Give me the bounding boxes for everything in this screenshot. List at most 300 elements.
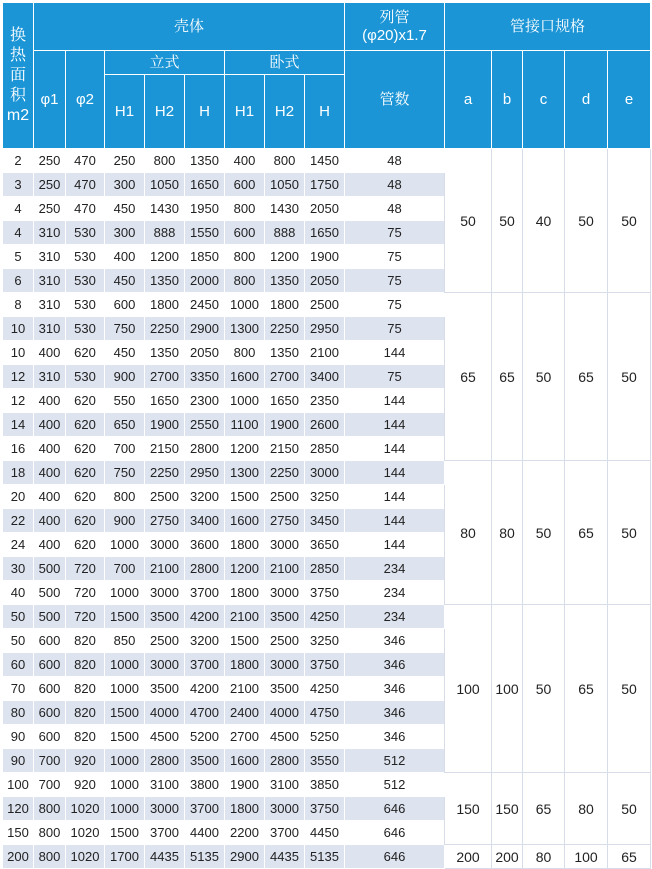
connection-a-cell: 200 [445,845,492,869]
phi2-cell: 620 [66,533,105,557]
vertical-h2-cell: 2500 [145,485,185,509]
vertical-h1-cell: 250 [105,149,145,173]
vertical-h1-cell: 600 [105,293,145,317]
connection-d-cell: 100 [565,845,608,869]
phi2-cell: 620 [66,389,105,413]
connection-e-cell: 65 [608,845,651,869]
vertical-h1-cell: 450 [105,341,145,365]
phi2-cell: 620 [66,509,105,533]
horizontal-h1-cell: 1200 [225,557,265,581]
vertical-h-cell: 2450 [185,293,225,317]
connection-d-cell: 80 [565,773,608,845]
phi2-cell: 720 [66,557,105,581]
horizontal-h-cell: 3850 [305,773,345,797]
header-row-1 [3,3,651,51]
horizontal-h1-cell: 800 [225,197,265,221]
area-cell: 80 [3,701,34,725]
heat-exchanger-spec-table [2,2,651,869]
horizontal-h2-cell: 4500 [265,725,305,749]
horizontal-h1-cell: 1800 [225,653,265,677]
horizontal-h2-cell: 4435 [265,845,305,869]
vertical-h1-cell: 300 [105,221,145,245]
vertical-h-cell: 4200 [185,605,225,629]
tube-group-line-2: (φ20)x1.7 [362,26,427,44]
connection-b-cell: 100 [492,605,523,773]
connection-c-cell: 65 [523,773,565,845]
vertical-h2-cell: 2750 [145,509,185,533]
phi2-cell: 720 [66,605,105,629]
horizontal-h-cell: 3250 [305,629,345,653]
horizontal-h2-cell: 3000 [265,653,305,677]
area-cell: 12 [3,365,34,389]
horizontal-h2-cell: 888 [265,221,305,245]
tube-count-cell: 75 [345,269,445,293]
horizontal-h-cell: 3450 [305,509,345,533]
horizontal-h1-cell: 2100 [225,677,265,701]
horizontal-h1-cell: 1800 [225,581,265,605]
horizontal-h2-cell: 1350 [265,269,305,293]
connection-group-header: 管接口规格 [445,3,651,51]
vertical-h2-cell: 4000 [145,701,185,725]
area-cell: 16 [3,437,34,461]
tube-count-cell: 75 [345,365,445,389]
vertical-h1-header: H1 [105,75,145,149]
table-body [3,149,651,869]
phi1-header: φ1 [34,51,66,149]
phi2-cell: 620 [66,413,105,437]
vertical-h-cell: 2550 [185,413,225,437]
phi2-cell: 530 [66,317,105,341]
horizontal-h1-cell: 1100 [225,413,265,437]
vertical-h2-cell: 2500 [145,629,185,653]
table-row [3,845,651,869]
connection-a-cell: 80 [445,461,492,605]
horizontal-h1-cell: 1000 [225,389,265,413]
vertical-h-cell: 4200 [185,677,225,701]
vertical-h2-cell: 1900 [145,413,185,437]
connection-d-cell: 50 [565,149,608,293]
phi1-cell: 310 [34,245,66,269]
table-row [3,773,651,797]
connection-b-cell: 50 [492,149,523,293]
area-cell: 90 [3,725,34,749]
connection-b-cell: 80 [492,461,523,605]
horizontal-h2-cell: 2800 [265,749,305,773]
connection-c-cell: 50 [523,461,565,605]
vertical-h-cell: 3350 [185,365,225,389]
connection-d-cell: 65 [565,461,608,605]
horizontal-h1-cell: 1200 [225,437,265,461]
vertical-h2-cell: 3000 [145,653,185,677]
phi1-cell: 800 [34,821,66,845]
vertical-h2-cell: 1350 [145,341,185,365]
vertical-h1-cell: 1500 [105,821,145,845]
vertical-h1-cell: 800 [105,485,145,509]
vertical-h-cell: 3200 [185,629,225,653]
phi2-cell: 620 [66,485,105,509]
area-cell: 70 [3,677,34,701]
phi2-cell: 820 [66,629,105,653]
horizontal-h-cell: 4450 [305,821,345,845]
area-cell: 150 [3,821,34,845]
vertical-h-cell: 3500 [185,749,225,773]
vertical-h1-cell: 1700 [105,845,145,869]
horizontal-h2-cell: 2500 [265,485,305,509]
horizontal-h-cell: 3400 [305,365,345,389]
vertical-h2-cell: 2150 [145,437,185,461]
area-cell: 4 [3,197,34,221]
horizontal-h-cell: 2850 [305,437,345,461]
area-cell: 12 [3,389,34,413]
horizontal-h1-cell: 1600 [225,365,265,389]
area-cell: 2 [3,149,34,173]
vertical-h-cell: 3200 [185,485,225,509]
horizontal-h1-header: H1 [225,75,265,149]
horizontal-h-cell: 2850 [305,557,345,581]
phi1-cell: 600 [34,677,66,701]
phi1-cell: 250 [34,197,66,221]
tube-count-cell: 144 [345,461,445,485]
vertical-h-header: H [185,75,225,149]
phi2-cell: 530 [66,269,105,293]
horizontal-h1-cell: 1000 [225,293,265,317]
tube-count-cell: 75 [345,293,445,317]
vertical-h2-header: H2 [145,75,185,149]
vertical-h2-cell: 2100 [145,557,185,581]
horizontal-h2-cell: 1050 [265,173,305,197]
vertical-h2-cell: 1350 [145,269,185,293]
vertical-h-cell: 4400 [185,821,225,845]
phi1-cell: 600 [34,653,66,677]
horizontal-h1-cell: 800 [225,341,265,365]
phi1-cell: 400 [34,533,66,557]
phi1-cell: 400 [34,509,66,533]
phi2-cell: 820 [66,677,105,701]
tube-count-cell: 75 [345,221,445,245]
tube-count-header: 管数 [345,51,445,149]
horizontal-header: 卧式 [225,51,345,75]
phi2-cell: 820 [66,701,105,725]
vertical-h2-cell: 3000 [145,797,185,821]
vertical-h1-cell: 300 [105,173,145,197]
area-cell: 4 [3,221,34,245]
tube-count-cell: 234 [345,581,445,605]
tube-count-cell: 346 [345,725,445,749]
vertical-h1-cell: 1000 [105,677,145,701]
horizontal-h2-cell: 3700 [265,821,305,845]
horizontal-h2-cell: 2750 [265,509,305,533]
tube-count-cell: 144 [345,437,445,461]
phi1-cell: 310 [34,269,66,293]
vertical-h2-cell: 2250 [145,317,185,341]
horizontal-h1-cell: 1900 [225,773,265,797]
horizontal-h2-cell: 3500 [265,677,305,701]
tube-count-cell: 646 [345,821,445,845]
horizontal-h1-cell: 1500 [225,485,265,509]
horizontal-h1-cell: 2100 [225,605,265,629]
tube-count-cell: 75 [345,317,445,341]
phi1-cell: 310 [34,317,66,341]
horizontal-h2-cell: 4000 [265,701,305,725]
horizontal-h-cell: 2050 [305,269,345,293]
table-row [3,293,651,317]
tube-count-cell: 512 [345,773,445,797]
vertical-h-cell: 1850 [185,245,225,269]
horizontal-h1-cell: 1800 [225,533,265,557]
vertical-h-cell: 1550 [185,221,225,245]
vertical-h-cell: 1350 [185,149,225,173]
vertical-h2-cell: 3000 [145,533,185,557]
tube-count-cell: 144 [345,509,445,533]
phi1-cell: 800 [34,845,66,869]
connection-a-cell: 100 [445,605,492,773]
horizontal-h1-cell: 600 [225,221,265,245]
vertical-h1-cell: 450 [105,197,145,221]
connection-b-cell: 200 [492,845,523,869]
phi1-cell: 400 [34,341,66,365]
horizontal-h-cell: 2950 [305,317,345,341]
tube-count-cell: 346 [345,653,445,677]
horizontal-h-cell: 5135 [305,845,345,869]
vertical-h-cell: 4700 [185,701,225,725]
horizontal-h2-cell: 1200 [265,245,305,269]
connection-e-cell: 50 [608,773,651,845]
phi1-cell: 310 [34,221,66,245]
vertical-h2-cell: 888 [145,221,185,245]
vertical-h1-cell: 1500 [105,725,145,749]
shell-header: 壳体 [34,3,345,51]
horizontal-h1-cell: 1800 [225,797,265,821]
phi2-cell: 1020 [66,845,105,869]
area-cell: 10 [3,317,34,341]
connection-c-cell: 50 [523,293,565,461]
vertical-h1-cell: 1000 [105,749,145,773]
horizontal-h2-cell: 2150 [265,437,305,461]
tube-count-cell: 75 [345,245,445,269]
horizontal-h2-cell: 3000 [265,533,305,557]
vertical-h-cell: 5135 [185,845,225,869]
vertical-h2-cell: 800 [145,149,185,173]
connection-a-cell: 50 [445,149,492,293]
phi2-cell: 1020 [66,821,105,845]
vertical-h2-cell: 1050 [145,173,185,197]
vertical-h2-cell: 3700 [145,821,185,845]
horizontal-h2-cell: 1800 [265,293,305,317]
vertical-header: 立式 [105,51,225,75]
area-cell: 20 [3,485,34,509]
connection-d-cell: 65 [565,293,608,461]
vertical-h-cell: 3800 [185,773,225,797]
area-header [3,3,34,149]
horizontal-h2-cell: 2500 [265,629,305,653]
horizontal-h-cell: 2100 [305,341,345,365]
phi2-cell: 620 [66,437,105,461]
vertical-h2-cell: 2250 [145,461,185,485]
connection-c-cell: 40 [523,149,565,293]
connection-c-header: c [523,51,565,149]
connection-c-cell: 80 [523,845,565,869]
horizontal-h1-cell: 1600 [225,509,265,533]
horizontal-h-cell: 5250 [305,725,345,749]
connection-e-cell: 50 [608,149,651,293]
phi2-cell: 920 [66,749,105,773]
area-cell: 24 [3,533,34,557]
horizontal-h1-cell: 1300 [225,317,265,341]
vertical-h-cell: 2300 [185,389,225,413]
area-cell: 50 [3,629,34,653]
phi1-cell: 400 [34,485,66,509]
vertical-h1-cell: 700 [105,557,145,581]
horizontal-h-cell: 3750 [305,581,345,605]
vertical-h2-cell: 1200 [145,245,185,269]
vertical-h-cell: 3700 [185,653,225,677]
tube-count-cell: 346 [345,629,445,653]
horizontal-h-cell: 4750 [305,701,345,725]
vertical-h1-cell: 450 [105,269,145,293]
horizontal-h-cell: 1650 [305,221,345,245]
connection-a-cell: 65 [445,293,492,461]
horizontal-h2-cell: 1900 [265,413,305,437]
area-cell: 200 [3,845,34,869]
connection-e-cell: 50 [608,293,651,461]
tube-count-cell: 48 [345,173,445,197]
vertical-h2-cell: 3000 [145,581,185,605]
vertical-h-cell: 2900 [185,317,225,341]
phi1-cell: 600 [34,701,66,725]
vertical-h-cell: 2000 [185,269,225,293]
phi2-cell: 620 [66,461,105,485]
vertical-h1-cell: 1500 [105,605,145,629]
tube-count-cell: 144 [345,413,445,437]
vertical-h1-cell: 900 [105,509,145,533]
header-row-2 [3,51,651,75]
horizontal-h2-cell: 800 [265,149,305,173]
phi2-cell: 620 [66,341,105,365]
connection-e-header: e [608,51,651,149]
phi1-cell: 500 [34,605,66,629]
phi1-cell: 400 [34,389,66,413]
connection-e-cell: 50 [608,605,651,773]
phi1-cell: 700 [34,773,66,797]
table-row [3,461,651,485]
phi2-cell: 530 [66,365,105,389]
connection-b-header: b [492,51,523,149]
vertical-h2-cell: 3500 [145,605,185,629]
horizontal-h1-cell: 2900 [225,845,265,869]
phi2-cell: 720 [66,581,105,605]
horizontal-h1-cell: 2700 [225,725,265,749]
area-cell: 120 [3,797,34,821]
connection-d-cell: 65 [565,605,608,773]
horizontal-h-cell: 4250 [305,677,345,701]
vertical-h-cell: 1950 [185,197,225,221]
vertical-h2-cell: 1650 [145,389,185,413]
area-cell: 50 [3,605,34,629]
tube-count-cell: 48 [345,197,445,221]
vertical-h1-cell: 1000 [105,533,145,557]
horizontal-h2-cell: 3100 [265,773,305,797]
area-cell: 14 [3,413,34,437]
phi1-cell: 310 [34,293,66,317]
horizontal-h1-cell: 2200 [225,821,265,845]
phi1-cell: 400 [34,461,66,485]
tube-count-cell: 144 [345,341,445,365]
phi1-cell: 700 [34,749,66,773]
vertical-h1-cell: 1000 [105,581,145,605]
area-cell: 30 [3,557,34,581]
connection-a-header: a [445,51,492,149]
vertical-h2-cell: 1430 [145,197,185,221]
table-row [3,605,651,629]
horizontal-h-cell: 2600 [305,413,345,437]
vertical-h1-cell: 650 [105,413,145,437]
area-cell: 10 [3,341,34,365]
tube-count-cell: 512 [345,749,445,773]
tube-count-cell: 346 [345,701,445,725]
horizontal-h2-cell: 2700 [265,365,305,389]
horizontal-h1-cell: 400 [225,149,265,173]
area-cell: 5 [3,245,34,269]
tube-count-cell: 646 [345,797,445,821]
vertical-h2-cell: 3500 [145,677,185,701]
area-cell: 40 [3,581,34,605]
phi2-header: φ2 [66,51,105,149]
area-header-text: 换 热 面 积 m2 [6,26,30,124]
horizontal-h-cell: 1750 [305,173,345,197]
area-cell: 18 [3,461,34,485]
horizontal-h-cell: 3250 [305,485,345,509]
phi1-cell: 500 [34,557,66,581]
vertical-h2-cell: 2800 [145,749,185,773]
horizontal-h2-header: H2 [265,75,305,149]
vertical-h1-cell: 400 [105,245,145,269]
vertical-h-cell: 2050 [185,341,225,365]
tube-count-cell: 234 [345,557,445,581]
vertical-h1-cell: 750 [105,317,145,341]
horizontal-h-cell: 3750 [305,653,345,677]
phi2-cell: 820 [66,725,105,749]
horizontal-h1-cell: 2400 [225,701,265,725]
phi1-cell: 310 [34,365,66,389]
area-cell: 22 [3,509,34,533]
area-cell: 100 [3,773,34,797]
vertical-h-cell: 2950 [185,461,225,485]
vertical-h1-cell: 1000 [105,773,145,797]
horizontal-h2-cell: 2100 [265,557,305,581]
area-cell: 8 [3,293,34,317]
horizontal-h1-cell: 1500 [225,629,265,653]
area-cell: 90 [3,749,34,773]
phi2-cell: 820 [66,653,105,677]
connection-a-cell: 150 [445,773,492,845]
vertical-h1-cell: 1000 [105,797,145,821]
horizontal-h-cell: 2500 [305,293,345,317]
table-row [3,149,651,173]
vertical-h-cell: 3400 [185,509,225,533]
horizontal-h-cell: 2050 [305,197,345,221]
area-cell: 60 [3,653,34,677]
horizontal-h2-cell: 1350 [265,341,305,365]
horizontal-h-cell: 1450 [305,149,345,173]
vertical-h1-cell: 1500 [105,701,145,725]
connection-c-cell: 50 [523,605,565,773]
phi1-cell: 800 [34,797,66,821]
horizontal-h-cell: 1900 [305,245,345,269]
vertical-h1-cell: 850 [105,629,145,653]
vertical-h1-cell: 750 [105,461,145,485]
horizontal-h1-cell: 1600 [225,749,265,773]
horizontal-h1-cell: 1300 [225,461,265,485]
